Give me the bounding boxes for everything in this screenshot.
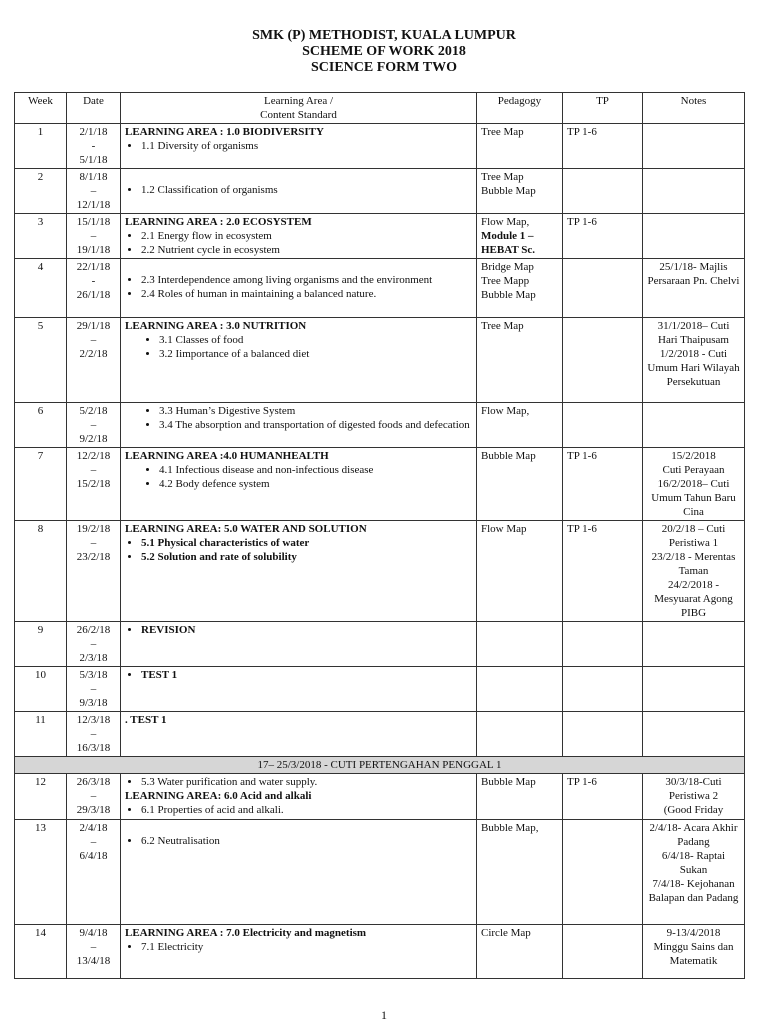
learning-area-cell <box>121 403 477 448</box>
date-line: – <box>90 790 97 802</box>
pedagogy-line: Bubble Map <box>481 185 536 197</box>
content-item: • 3.1 Classes of food <box>159 333 472 347</box>
table-row <box>15 214 745 259</box>
date-cell <box>67 124 121 169</box>
date-line: 9/2/18 <box>79 433 108 445</box>
date-line: – <box>90 464 97 476</box>
date-line: 19/1/18 <box>76 244 111 256</box>
content-list <box>125 404 472 432</box>
scheme-title: SCHEME OF WORK 2018 <box>302 44 466 59</box>
content-item: • 2.3 Interdependence among living organisms and the environment <box>141 273 472 287</box>
table-body-term1 <box>15 124 745 757</box>
pedagogy-cell <box>477 259 563 318</box>
tp-cell: TP 1-6 <box>563 521 643 622</box>
date-line: 12/3/18 <box>76 714 111 726</box>
notes-cell <box>643 448 745 521</box>
notes-cell <box>643 169 745 214</box>
notes-cell <box>643 622 745 667</box>
pedagogy-cell <box>477 403 563 448</box>
notes-line: Minggu Sains dan Matematik <box>653 941 734 967</box>
learning-area-cell <box>121 259 477 318</box>
notes-cell <box>643 712 745 757</box>
content-item: • 3.3 Human’s Digestive System <box>159 404 472 418</box>
content-list <box>125 775 472 789</box>
content-item: • 6.2 Neutralisation <box>141 834 472 848</box>
holiday-break <box>15 757 745 774</box>
date-line: 29/1/18 <box>76 320 111 332</box>
pedagogy-cell <box>477 712 563 757</box>
content-list <box>125 803 472 817</box>
date-cell <box>67 820 121 925</box>
learning-area-title: LEARNING AREA : 7.0 Electricity and magnetism <box>125 927 367 939</box>
date-line: 9/4/18 <box>79 927 108 939</box>
pedagogy-cell <box>477 622 563 667</box>
table-row <box>15 622 745 667</box>
date-line: 2/4/18 <box>79 822 108 834</box>
week-cell: 14 <box>15 925 67 979</box>
date-line: 2/3/18 <box>79 652 108 664</box>
pedagogy-cell <box>477 667 563 712</box>
week-cell: 8 <box>15 521 67 622</box>
date-line: – <box>90 230 97 242</box>
date-line: 26/2/18 <box>76 624 111 636</box>
table-header-row <box>15 93 745 124</box>
pedagogy-cell <box>477 521 563 622</box>
date-line: 29/3/18 <box>76 804 111 816</box>
date-line: 12/1/18 <box>76 199 111 211</box>
notes-line: 31/1/2018– Cuti Hari Thaipusam <box>657 320 730 346</box>
date-cell <box>67 774 121 820</box>
content-item: • 2.2 Nutrient cycle in ecosystem <box>141 243 472 257</box>
table-row <box>15 259 745 318</box>
content-list <box>125 139 472 153</box>
date-line: 8/1/18 <box>79 171 108 183</box>
learning-area-title: LEARNING AREA: 5.0 WATER AND SOLUTION <box>125 523 367 535</box>
week-cell: 3 <box>15 214 67 259</box>
notes-line: 1/2/2018 - Cuti Umum Hari Wilayah Persekutuan <box>647 348 740 388</box>
learning-area-title: LEARNING AREA : 3.0 NUTRITION <box>125 320 307 332</box>
week-cell: 1 <box>15 124 67 169</box>
table-row <box>15 403 745 448</box>
notes-cell <box>643 774 745 820</box>
content-list <box>125 183 472 197</box>
learning-area-cell <box>121 318 477 403</box>
learning-area-cell <box>121 521 477 622</box>
pedagogy-cell <box>477 169 563 214</box>
notes-cell <box>643 259 745 318</box>
pedagogy-line: Bridge Map <box>481 261 534 273</box>
notes-cell <box>643 214 745 259</box>
date-line: 9/3/18 <box>79 697 108 709</box>
notes-line: 6/4/18- Raptai Sukan <box>661 850 726 876</box>
table-row <box>15 318 745 403</box>
date-line: 26/3/18 <box>76 776 111 788</box>
table-row <box>15 169 745 214</box>
date-line: 19/2/18 <box>76 523 111 535</box>
date-line: – <box>90 638 97 650</box>
school-title: SMK (P) METHODIST, KUALA LUMPUR <box>252 28 516 43</box>
notes-line: 23/2/18 - Merentas Taman <box>651 551 736 577</box>
pedagogy-line: Flow Map, <box>481 405 530 417</box>
pedagogy-cell <box>477 774 563 820</box>
pedagogy-line: Tree Map <box>481 126 524 138</box>
subject-title: SCIENCE FORM TWO <box>311 60 457 75</box>
table-row <box>15 124 745 169</box>
date-line: 5/3/18 <box>79 669 108 681</box>
table-row <box>15 448 745 521</box>
learning-area-title: LEARNING AREA :4.0 HUMANHEALTH <box>125 450 329 462</box>
tp-cell <box>563 925 643 979</box>
table-row <box>15 667 745 712</box>
notes-cell <box>643 925 745 979</box>
table-row <box>15 712 745 757</box>
learning-area-cell <box>121 448 477 521</box>
date-line: 23/2/18 <box>76 551 111 563</box>
date-line: 2/1/18 <box>79 126 108 138</box>
notes-line: 24/2/2018 - Mesyuarat Agong PIBG <box>654 579 733 619</box>
learning-area-cell <box>121 712 477 757</box>
pedagogy-cell <box>477 124 563 169</box>
notes-line: 7/4/18- Kejohanan Balapan dan Padang <box>648 878 739 904</box>
date-line: 13/4/18 <box>76 955 111 967</box>
content-item: • 1.1 Diversity of organisms <box>141 139 472 153</box>
page-number: 1 <box>381 1008 387 1022</box>
learning-area-cell <box>121 622 477 667</box>
date-line: 5/1/18 <box>79 154 108 166</box>
date-line: 22/1/18 <box>76 261 111 273</box>
header-notes: Notes <box>643 93 745 124</box>
content-item: • 3.4 The absorption and transportation of digested foods and defecation <box>159 418 472 432</box>
date-line: 12/2/18 <box>76 450 111 462</box>
notes-line: 2/4/18- Acara Akhir Padang <box>649 822 738 848</box>
notes-line: 30/3/18-Cuti Peristiwa 2 <box>665 776 722 802</box>
week-cell: 4 <box>15 259 67 318</box>
learning-area-title: LEARNING AREA : 2.0 ECOSYSTEM <box>125 216 312 228</box>
notes-line: 16/2/2018– Cuti Umum Tahun Baru Cina <box>651 478 736 518</box>
header-learning-area <box>121 93 477 124</box>
week-cell: 13 <box>15 820 67 925</box>
pedagogy-line: Tree Map <box>481 320 524 332</box>
pedagogy-cell <box>477 214 563 259</box>
content-item: • TEST 1 <box>141 668 472 682</box>
pedagogy-line: Bubble Map <box>481 776 536 788</box>
pedagogy-module-line: Module 1 – <box>481 230 534 242</box>
header-area-line1: Learning Area / <box>263 95 334 107</box>
learning-area-cell <box>121 820 477 925</box>
learning-area-title: LEARNING AREA : 1.0 BIODIVERSITY <box>125 126 324 138</box>
tp-cell <box>563 259 643 318</box>
header-area-line2: Content Standard <box>260 109 337 121</box>
learning-area-cell <box>121 124 477 169</box>
date-cell <box>67 622 121 667</box>
date-line: 15/2/18 <box>76 478 111 490</box>
pedagogy-line: Circle Map <box>481 927 531 939</box>
week-cell: 12 <box>15 774 67 820</box>
header-pedagogy: Pedagogy <box>477 93 563 124</box>
tp-cell: TP 1-6 <box>563 124 643 169</box>
content-list <box>125 623 472 637</box>
pedagogy-line: Bubble Map <box>481 450 536 462</box>
notes-line: 9-13/4/2018 <box>666 927 721 939</box>
tp-cell <box>563 820 643 925</box>
content-item: • 5.1 Physical characteristics of water <box>141 536 472 550</box>
notes-cell <box>643 403 745 448</box>
notes-line: 15/2/2018 <box>671 450 716 462</box>
date-line: 26/1/18 <box>76 289 111 301</box>
date-line: 6/4/18 <box>79 850 108 862</box>
content-list <box>125 940 472 954</box>
content-item: • 5.3 Water purification and water supply. <box>141 775 472 789</box>
date-cell <box>67 169 121 214</box>
notes-cell <box>643 667 745 712</box>
tp-cell <box>563 169 643 214</box>
content-item: • 7.1 Electricity <box>141 940 472 954</box>
tp-cell: TP 1-6 <box>563 774 643 820</box>
table-row <box>15 774 745 820</box>
scheme-of-work-table <box>14 92 745 979</box>
date-cell <box>67 448 121 521</box>
date-line: 15/1/18 <box>76 216 111 228</box>
week-cell: 7 <box>15 448 67 521</box>
date-line: – <box>90 728 97 740</box>
tp-cell <box>563 318 643 403</box>
pedagogy-cell <box>477 318 563 403</box>
content-list <box>125 668 472 682</box>
pedagogy-line: Tree Mapp <box>481 275 530 287</box>
pedagogy-line: Bubble Map <box>481 289 536 301</box>
pedagogy-module-line: HEBAT Sc. <box>481 244 535 256</box>
notes-line: 20/2/18 – Cuti Peristiwa 1 <box>661 523 726 549</box>
date-cell <box>67 403 121 448</box>
week-cell: 5 <box>15 318 67 403</box>
notes-cell <box>643 124 745 169</box>
date-line: 5/2/18 <box>79 405 108 417</box>
content-item: • 5.2 Solution and rate of solubility <box>141 550 472 564</box>
date-cell <box>67 318 121 403</box>
date-line: – <box>90 836 97 848</box>
date-line: – <box>90 683 97 695</box>
date-line: - <box>91 140 96 152</box>
break-row <box>15 757 745 774</box>
date-line: – <box>90 334 97 346</box>
notes-line: 25/1/18- Majlis Persaraan Pn. Chelvi <box>647 261 740 287</box>
content-list <box>125 333 472 361</box>
pedagogy-cell <box>477 448 563 521</box>
date-cell <box>67 521 121 622</box>
pedagogy-cell <box>477 820 563 925</box>
notes-line: Cuti Perayaan <box>662 464 725 476</box>
content-item: • 2.4 Roles of human in maintaining a balanced nature. <box>141 287 472 301</box>
learning-area-title: LEARNING AREA: 6.0 Acid and alkali <box>125 790 312 802</box>
tp-cell: TP 1-6 <box>563 214 643 259</box>
date-cell <box>67 925 121 979</box>
date-line: – <box>90 185 97 197</box>
learning-area-cell <box>121 169 477 214</box>
date-line: 2/2/18 <box>79 348 108 360</box>
pedagogy-line: Flow Map <box>481 523 527 535</box>
content-list <box>125 536 472 564</box>
table-row <box>15 521 745 622</box>
content-item: • 1.2 Classification of organisms <box>141 183 472 197</box>
week-cell: 9 <box>15 622 67 667</box>
learning-area-cell <box>121 774 477 820</box>
table-row <box>15 925 745 979</box>
tp-cell <box>563 622 643 667</box>
learning-area-cell <box>121 925 477 979</box>
table-row <box>15 820 745 925</box>
content-item: • 3.2 Iimportance of a balanced diet <box>159 347 472 361</box>
learning-area-cell <box>121 667 477 712</box>
date-line: – <box>90 941 97 953</box>
date-cell <box>67 214 121 259</box>
header-week: Week <box>15 93 67 124</box>
notes-line: (Good Friday <box>663 804 724 816</box>
content-list <box>125 273 472 301</box>
content-item: • 4.1 Infectious disease and non-infectious disease <box>159 463 472 477</box>
pedagogy-line: Bubble Map, <box>481 822 539 834</box>
content-item: • 4.2 Body defence system <box>159 477 472 491</box>
header-tp: TP <box>563 93 643 124</box>
week-cell: 11 <box>15 712 67 757</box>
break-row-text: 17– 25/3/2018 - CUTI PERTENGAHAN PENGGAL 1 <box>15 757 745 774</box>
content-item: • 6.1 Properties of acid and alkali. <box>141 803 472 817</box>
pedagogy-cell <box>477 925 563 979</box>
date-cell <box>67 259 121 318</box>
date-cell <box>67 667 121 712</box>
learning-area-cell <box>121 214 477 259</box>
tp-cell <box>563 403 643 448</box>
notes-cell <box>643 521 745 622</box>
header-date: Date <box>67 93 121 124</box>
notes-cell <box>643 318 745 403</box>
date-line: - <box>91 275 96 287</box>
date-line: – <box>90 419 97 431</box>
date-cell <box>67 712 121 757</box>
pedagogy-line: Flow Map, <box>481 216 530 228</box>
content-list <box>125 463 472 491</box>
week-cell: 10 <box>15 667 67 712</box>
week-cell: 2 <box>15 169 67 214</box>
week-cell: 6 <box>15 403 67 448</box>
pedagogy-module <box>481 229 558 257</box>
tp-cell: TP 1-6 <box>563 448 643 521</box>
content-list <box>125 229 472 257</box>
notes-cell <box>643 820 745 925</box>
tp-cell <box>563 667 643 712</box>
content-item: • 2.1 Energy flow in ecosystem <box>141 229 472 243</box>
date-line: 16/3/18 <box>76 742 111 754</box>
content-list <box>125 834 472 848</box>
tp-cell <box>563 712 643 757</box>
table-body-term2 <box>15 774 745 979</box>
date-line: – <box>90 537 97 549</box>
learning-area-title: . TEST 1 <box>125 714 167 726</box>
pedagogy-line: Tree Map <box>481 171 524 183</box>
content-item: • REVISION <box>141 623 472 637</box>
